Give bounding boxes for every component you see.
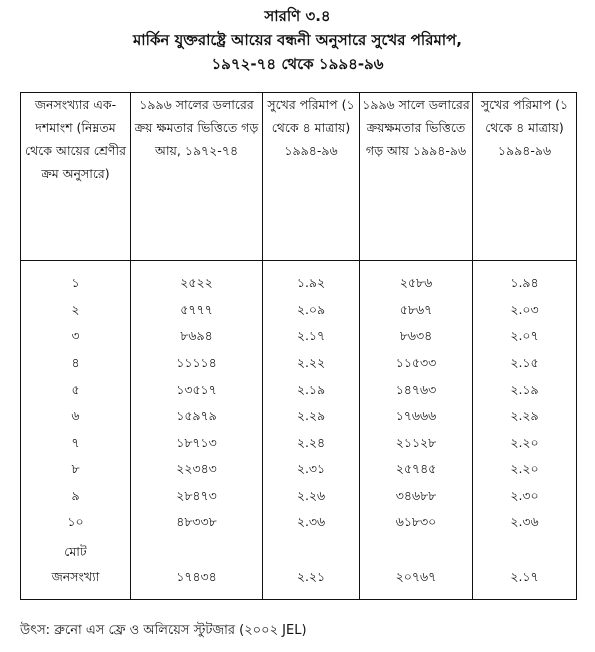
decile-cell: ১ (21, 261, 131, 297)
income-1994-cell: ৩৪৬৮৮ (360, 482, 473, 509)
income-1972-cell: ৮৬৯৪ (131, 323, 263, 350)
decile-cell: ৪ (21, 349, 131, 376)
happiness-2-cell: ২.০৩ (473, 296, 577, 323)
title-line-1: সারণি ৩.৪ (264, 7, 331, 25)
income-1972-cell: ২৫২২ (131, 261, 263, 297)
happiness-1-cell: ২.০৯ (263, 296, 360, 323)
income-1994-cell: ৫৮৬৭ (360, 296, 473, 323)
happiness-2-cell: ২.২০ (473, 429, 577, 456)
header-row (21, 93, 577, 261)
decile-cell: ৭ (21, 429, 131, 456)
income-1972-cell: ২৮৪৭৩ (131, 482, 263, 509)
header-happiness-2: সুখের পরিমাপ (১ থেকে ৪ মাত্রায়) ১৯৯৪-৯৬ (473, 93, 577, 261)
happiness-2-cell: ২.৩৬ (473, 509, 577, 536)
header-income-1972: ১৯৯৬ সালের ডলারের ক্রয় ক্ষমতার ভিত্তিতে গড় আয়, ১৯৭২-৭৪ (131, 93, 263, 261)
happiness-2-cell: ২.১৫ (473, 349, 577, 376)
happiness-2-cell: ২.৩০ (473, 482, 577, 509)
income-1972-cell: ১৫৯৭৯ (131, 402, 263, 429)
header-income-1994: ১৯৯৬ সালে ডলারের ক্রয়ক্ষমতার ভিত্তিতে গড় আয় ১৯৯৪-৯৬ (360, 93, 473, 261)
table-row (21, 429, 577, 456)
total-label-cell (21, 535, 131, 599)
income-1994-cell: ৮৬৩৪ (360, 323, 473, 350)
income-1972-cell: ৫৭৭৭ (131, 296, 263, 323)
table-row (21, 402, 577, 429)
total-happiness-1-cell: ২.২১ (263, 535, 360, 599)
decile-cell: ৬ (21, 402, 131, 429)
income-1994-cell: ২৫৮৬ (360, 261, 473, 297)
income-1994-cell: ১১৫৩৩ (360, 349, 473, 376)
decile-cell: ২ (21, 296, 131, 323)
happiness-1-cell: ২.২২ (263, 349, 360, 376)
decile-cell: ৩ (21, 323, 131, 350)
header-happiness-1: সুখের পরিমাপ (১ থেকে ৪ মাত্রায়) ১৯৯৪-৯৬ (263, 93, 360, 261)
table-row (21, 261, 577, 297)
income-1972-cell: ১৮৭১৩ (131, 429, 263, 456)
total-label-line-2: জনসংখ্যা (51, 569, 100, 584)
title-line-3: ১৯৭২-৭৪ থেকে ১৯৯৪-৯৬ (211, 55, 384, 73)
income-1994-cell: ৬১৮৩০ (360, 509, 473, 536)
total-income-1994-cell: ২০৭৬৭ (360, 535, 473, 599)
happiness-1-cell: ১.৯২ (263, 261, 360, 297)
decile-cell: ১০ (21, 509, 131, 536)
income-1994-cell: ১৪৭৬৩ (360, 376, 473, 403)
table-row (21, 509, 577, 536)
happiness-2-cell: ২.২০ (473, 455, 577, 482)
happiness-1-cell: ২.৩৬ (263, 509, 360, 536)
table-row (21, 376, 577, 403)
title-line-2: মার্কিন যুক্তরাষ্ট্রে আয়ের বন্ধনী অনুসারে সুখের পরিমাপ, (132, 31, 463, 49)
happiness-1-cell: ২.১৯ (263, 376, 360, 403)
happiness-2-cell: ১.৯৪ (473, 261, 577, 297)
happiness-2-cell: ২.২৯ (473, 402, 577, 429)
happiness-1-cell: ২.১৭ (263, 323, 360, 350)
decile-cell: ৯ (21, 482, 131, 509)
happiness-1-cell: ২.২৬ (263, 482, 360, 509)
income-1972-cell: ১১১১৪ (131, 349, 263, 376)
table-title (0, 4, 595, 76)
happiness-income-table (20, 92, 577, 600)
income-1994-cell: ২১১২৮ (360, 429, 473, 456)
income-1972-cell: ২২৩৪৩ (131, 455, 263, 482)
table-row (21, 482, 577, 509)
table-row (21, 323, 577, 350)
happiness-2-cell: ২.১৯ (473, 376, 577, 403)
income-1972-cell: ১৩৫১৭ (131, 376, 263, 403)
income-1994-cell: ১৭৬৬৬ (360, 402, 473, 429)
happiness-2-cell: ২.০৭ (473, 323, 577, 350)
total-row (21, 535, 577, 599)
decile-cell: ৮ (21, 455, 131, 482)
total-label-line-1: মোট (64, 544, 87, 559)
table-row (21, 349, 577, 376)
happiness-1-cell: ২.৩১ (263, 455, 360, 482)
income-1994-cell: ২৫৭৪৫ (360, 455, 473, 482)
total-happiness-2-cell: ২.১৭ (473, 535, 577, 599)
happiness-1-cell: ২.২৯ (263, 402, 360, 429)
income-1972-cell: ৪৮৩৩৮ (131, 509, 263, 536)
decile-cell: ৫ (21, 376, 131, 403)
table-row (21, 455, 577, 482)
happiness-1-cell: ২.২৪ (263, 429, 360, 456)
header-decile: জনসংখ্যার এক-দশমাংশ (নিম্নতম থেকে আয়ের শ্রেণীর ক্রম অনুসারে) (21, 93, 131, 261)
table-row (21, 296, 577, 323)
source-note: উৎস: ব্রুনো এস ফ্রে ও অলিয়েস স্টুটজার (২০০২ JEL) (20, 623, 307, 638)
total-income-1972-cell: ১৭৪৩৪ (131, 535, 263, 599)
